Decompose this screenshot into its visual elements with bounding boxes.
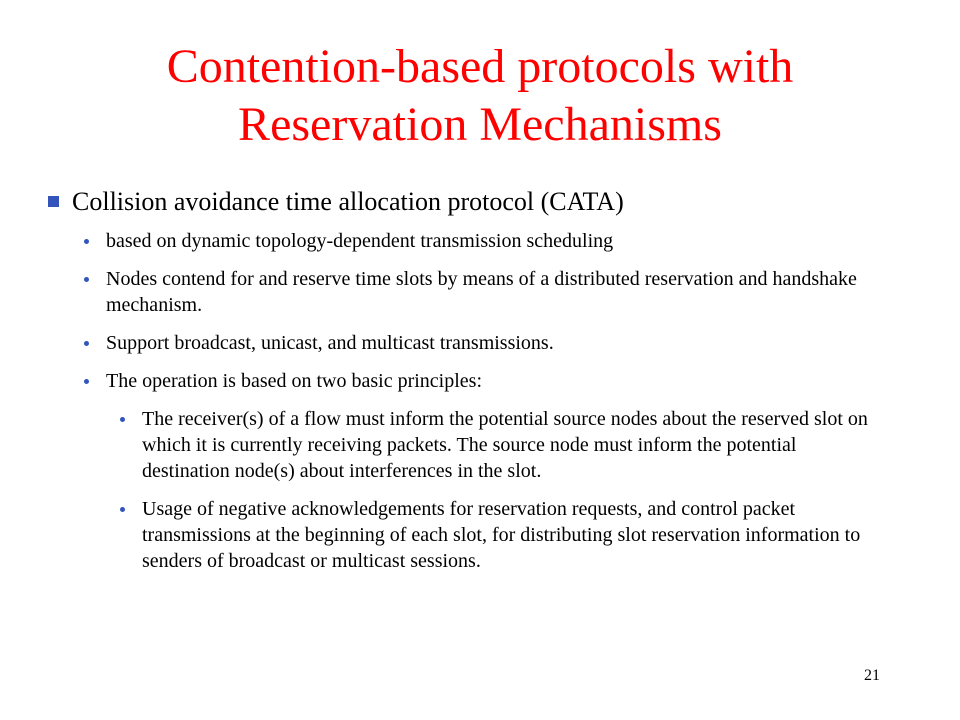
- bullet-text: Support broadcast, unicast, and multicast transmissions.: [106, 332, 554, 354]
- dot-bullet-icon: [120, 417, 125, 422]
- slide-title-line-1: Contention-based protocols with: [166, 40, 794, 93]
- square-bullet-icon: [48, 196, 59, 207]
- dot-bullet-icon: [84, 341, 89, 346]
- bullet-text: The operation is based on two basic principles:: [106, 370, 483, 392]
- dot-bullet-icon: [84, 277, 89, 282]
- bullet-text: based on dynamic topology-dependent transmission scheduling: [106, 230, 614, 252]
- slide-content: [48, 186, 908, 586]
- dot-bullet-icon: [84, 379, 89, 384]
- dot-bullet-icon: [120, 507, 125, 512]
- sub-bullet-text: Usage of negative acknowledgements for reservation requests, and control packet transmissions at the beginning of each slot, for distributing slot reservation information to senders of broadcast or multicast sessions.: [142, 498, 861, 572]
- slide-title-line-2: Reservation Mechanisms: [238, 98, 722, 151]
- bullet-item: [82, 330, 866, 356]
- main-bullet-text: Collision avoidance time allocation protocol (CATA): [72, 187, 624, 216]
- slide-title: [60, 38, 900, 154]
- bullet-text: Nodes contend for and reserve time slots by means of a distributed reservation and handshake mechanism.: [106, 268, 857, 316]
- dot-bullet-icon: [84, 239, 89, 244]
- main-bullet: [48, 186, 908, 218]
- sub-bullet-item: [118, 406, 882, 484]
- bullet-item: [82, 368, 866, 394]
- page-number: 21: [864, 667, 880, 684]
- bullet-item: [82, 266, 866, 318]
- bullet-item: [82, 228, 866, 254]
- sub-bullet-text: The receiver(s) of a flow must inform the potential source nodes about the reserved slot on which it is currently receiving packets. The source node must inform the potential destination node(s) about interferences in the slot.: [142, 408, 868, 482]
- sub-bullet-item: [118, 496, 882, 574]
